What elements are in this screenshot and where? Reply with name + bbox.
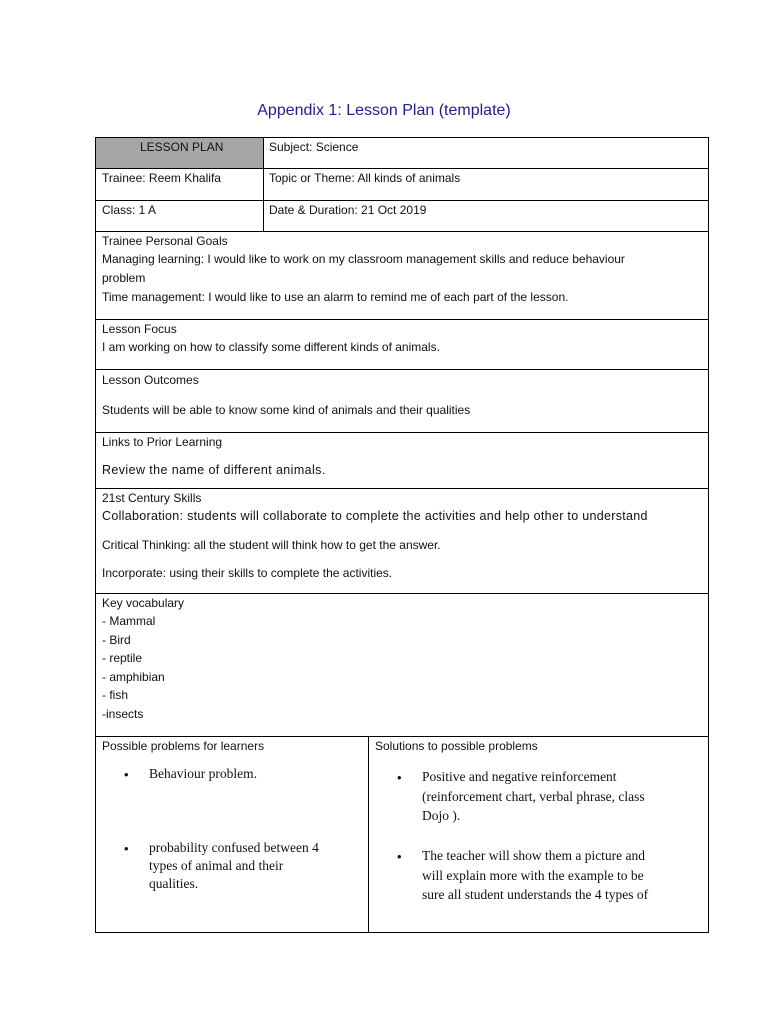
focus-text: I am working on how to classify some different kinds of animals.: [102, 340, 440, 354]
class-label: Class: 1 A: [102, 203, 157, 217]
prior-text: Review the name of different animals.: [102, 463, 326, 477]
focus-heading: Lesson Focus: [102, 322, 177, 336]
header-row-2: [95, 168, 709, 201]
skills-heading: 21st Century Skills: [102, 491, 202, 505]
goals-line-2: problem: [102, 271, 146, 285]
solution-2-line-3: sure all student understands the 4 types of: [422, 887, 649, 902]
problems-solutions-section: [95, 736, 709, 933]
key-vocabulary-section: [95, 593, 709, 737]
goals-line-3: Time management: I would like to use an alarm to remind me of each part of the lesson.: [102, 290, 569, 304]
lesson-outcomes-section: [95, 369, 709, 433]
prior-heading: Links to Prior Learning: [102, 435, 223, 449]
bullet-icon: •: [397, 770, 402, 785]
outcomes-heading: Lesson Outcomes: [102, 373, 199, 387]
lesson-plan-label: LESSON PLAN: [140, 140, 224, 154]
solution-2-line-1: The teacher will show them a picture and: [422, 848, 646, 863]
subject-label: Subject: Science: [269, 140, 359, 154]
goals-heading: Trainee Personal Goals: [102, 234, 228, 248]
problem-1: Behaviour problem.: [149, 766, 257, 781]
vocab-item: - reptile: [102, 651, 143, 665]
header-row-1: [95, 137, 709, 169]
problem-2-line-2: types of animal and their: [149, 858, 284, 873]
vocab-item: - fish: [102, 688, 129, 702]
solution-1-line-2: (reinforcement chart, verbal phrase, class: [422, 789, 645, 804]
solutions-heading: Solutions to possible problems: [375, 739, 538, 753]
solution-1-line-3: Dojo ).: [422, 808, 461, 823]
skills-incorporate: Incorporate: using their skills to complete the activities.: [102, 566, 393, 580]
vocab-heading: Key vocabulary: [102, 596, 185, 610]
bullet-icon: •: [124, 841, 129, 856]
century-skills-section: [95, 488, 709, 594]
solution-2-line-2: will explain more with the example to be: [422, 868, 644, 883]
vocab-item: - Mammal: [102, 614, 156, 628]
personal-goals-section: [95, 231, 709, 320]
page-title: Appendix 1: Lesson Plan (template): [257, 102, 511, 119]
outcomes-text: Students will be able to know some kind of animals and their qualities: [102, 403, 471, 417]
bullet-icon: •: [124, 767, 129, 782]
trainee-label: Trainee: Reem Khalifa: [102, 171, 221, 185]
date-label: Date & Duration: 21 Oct 2019: [269, 203, 427, 217]
vocab-item: - amphibian: [102, 670, 165, 684]
solution-1-line-1: Positive and negative reinforcement: [422, 769, 617, 784]
topic-label: Topic or Theme: All kinds of animals: [269, 171, 461, 185]
bullet-icon: •: [397, 849, 402, 864]
vocab-item: -insects: [102, 707, 144, 721]
header-row-3: [95, 200, 709, 232]
problems-heading: Possible problems for learners: [102, 739, 265, 753]
problem-2-line-1: probability confused between 4: [149, 840, 319, 855]
prior-learning-section: [95, 432, 709, 489]
skills-critical: Critical Thinking: all the student will think how to get the answer.: [102, 538, 441, 552]
goals-line-1: Managing learning: I would like to work on my classroom management skills and reduce behaviour: [102, 252, 625, 266]
problem-2-line-3: qualities.: [149, 876, 199, 891]
lesson-focus-section: [95, 319, 709, 370]
vocab-item: - Bird: [102, 633, 131, 647]
skills-collaboration: Collaboration: students will collaborate to complete the activities and help other to understand: [102, 509, 648, 523]
